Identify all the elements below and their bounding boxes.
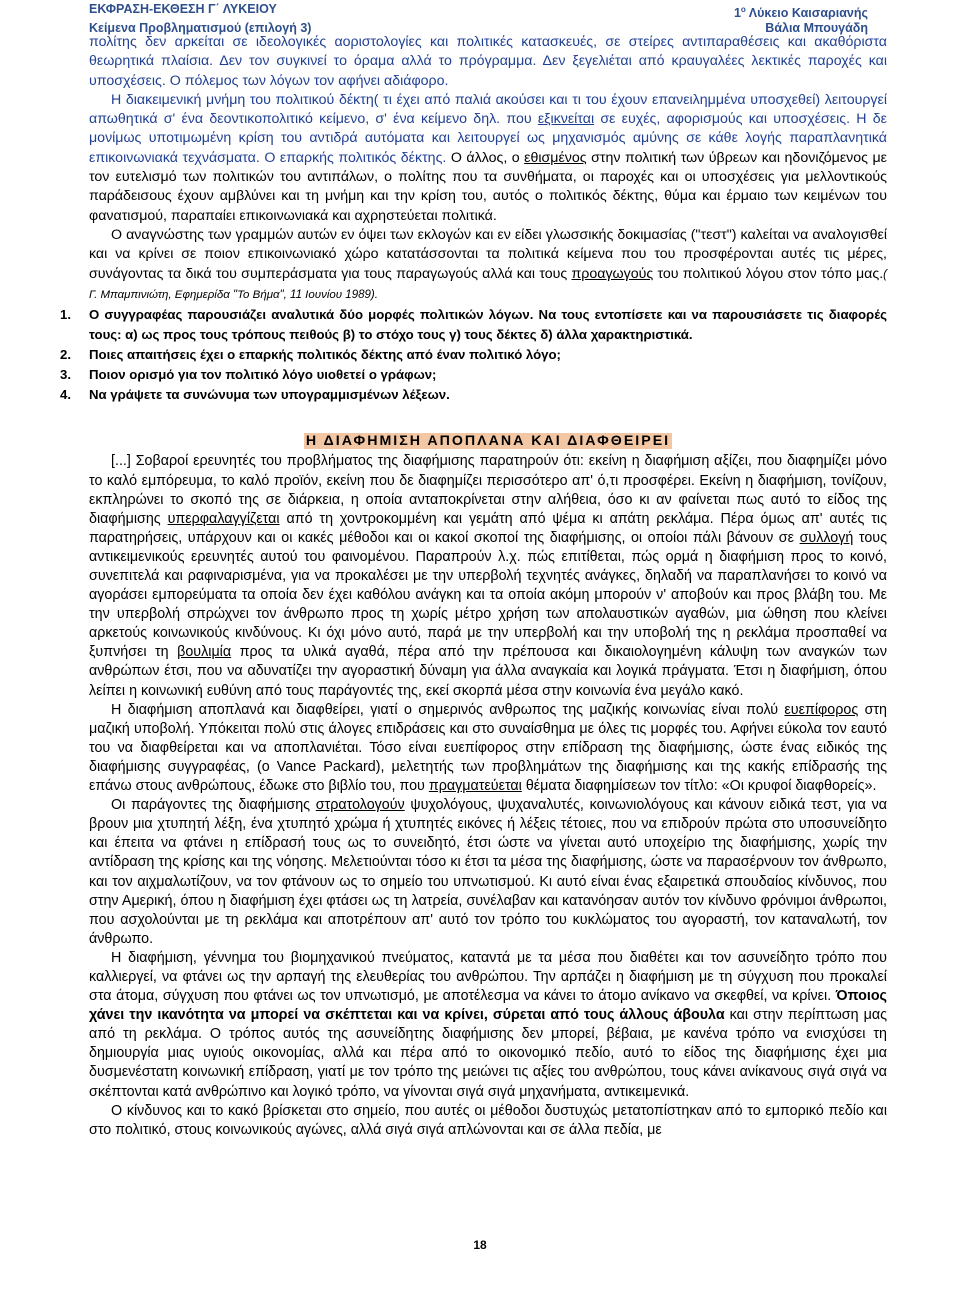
- article1-paragraph-2: Η διακειμενική μνήμη του πολιτικού δέκτη( τι έχει από παλιά ακούσει και τι του έχουν επανειλημμένα υποσχεθεί) λειτουργεί απωθητικά σ' ένα δεοντικοπολιτικό κείμενο, σ' ένα κείμενο δηλ. που εξικνείται σε ευχές, αφορισμούς και υποσχέσεις. Η δε μονίμως υποτιμωμένη κρίση του αντιδρά αυτόματα και λειτουργεί ως μηχανισμός αμύνης σε κάθε λογής παραπλανητικά επικοινωνιακά τεχνάσματα. Ο επαρκής πολιτικός δέκτης. Ο άλλος, ο εθισμένος στην πολιτική των ύβρεων και ηδονιζόμενος με τον ευτελισμό των πολιτικών του αντιπάλων, ο πολίτης που τα συνθήματα, οι παροχές και οι υποσχέσεις για μελλοντικούς παράδεισους έχουν αμβλύνει και τη μνήμη και την κρίση του, αυτός ο πολιτικός δέκτης, θύμα και έρμαιο των κειμένων του φανατισμού, παραπαίει επικοινωνιακά και αχρηστεύεται πολιτικά.: [89, 91, 887, 224]
- underlined-word: ευεπίφορος: [784, 701, 859, 718]
- article1-paragraph-1: πολίτης δεν αρκείται σε ιδεολογικές αοριστολογίες και πολιτικές κατασκευές, σε στείρες αντιπαραθέσεις και ακαθόριστα θεωρητικά πλαίσια. Δεν τον συγκινεί το όραμα αλλά το πρόγραμμα. Δεν ξεγελιέται από κραυγαλέες λεκτικές παροχές και υποσχέσεις. Ο πόλεμος των λόγων τον αφήνει αδιάφορο.: [89, 34, 887, 89]
- underlined-word: στρατολογούν: [315, 797, 405, 814]
- underlined-word: εθισμένος: [524, 149, 587, 166]
- document-body: [60, 33, 888, 1140]
- question-item: 2. Ποιες απαιτήσεις έχει ο επαρκής πολιτικός δέκτης από έναν πολιτικό λόγο;: [60, 347, 561, 363]
- article2-title: Η ΔΙΑΦΗΜΙΣΗ ΑΠΟΠΛΑΝΑ ΚΑΙ ΔΙΑΦΘΕΙΡΕΙ: [305, 433, 671, 450]
- header-author: Βάλια Μπουγάδη: [765, 21, 868, 36]
- header-subtitle: Κείμενα Προβληματισμού (επιλογή 3): [89, 21, 312, 36]
- article2-paragraph-1: [...] Σοβαροί ερευνητές του προβλήματος της διαφήμισης παρατηρούν ότι: εκείνη η διαφήμιση αξίζει, που διαφημίζει μόνο το καλό εμπόρευμα, το καλό προϊόν, εκείνη που δε διαφημίζει περισσότερο απ' ό,τι προσφέρει. Εκείνη η διαφήμιση, τονίζουν, εκπληρώνει το σκοπό της σε διάρκεια, η οποία ανταποκρίνεται στην αλήθεια, όσο κι αν φαίνεται πως αυτό το είδος της διαφήμισης υπερφαλαγγίζεται από τη χοντροκομμένη και γεμάτη από ψέμα κι απάτη ρεκλάμα. Πέρα όμως απ' αυτές τις παρατηρήσεις, υπάρχουν και οι κακές μέθοδοι και οι κακοί σκοποί της διαφήμισης, οι οποίοι πάλι βάνουν σε συλλογή τους αντικειμενικούς ερευνητές αυτού του φαινομένου. Παραπρούν λ.χ. πώς επιτίθεται, πώς ορμά η διαφήμιση προς το κοινό, συνεπιτελά και ραφιναρισμένα, για να προκαλέσει με την υπερβολή τεχνητές ανάγκες, δηλαδή να παραπλανήσει το κοινό να αγοράσει εμπορεύματα τα οποία δεν έχει καθόλου ανάγκη και τα οποία ακόμη μπορούν ν' αποβούν και προς βλάβη του. Με την υπερβολή σπρώχνει τον άνθρωπο προς τη χωρίς μέτρο χρήση των απολαυστικών αγαθών, μια ώθηση που κλείνει αρκετούς κοινωνικούς κινδύνους. Κι όχι μόνο αυτό, παρά με την υπερβολή και την υποβολή της η ρεκλάμα προσπαθεί να ξυπνήσει τη βουλιμία προς τα υλικά αγαθά, πέρα από την πρέπουσα και δικαιολογημένη κάλυψη των αναγκών των ανθρώπων έτσι, που να αδυνατίζει την αγοραστική δύναμη για άλλα αναγκαία και λογικά πράγματα. Έτσι η διαφήμιση, όπου λείπει η κοινωνική ευθύνη από τους παράγοντές της, εκεί σκορπά μέσα στην κοινωνία ένα μεγάλο κακό.: [89, 453, 888, 699]
- questions-list: [60, 305, 887, 405]
- underlined-word: συλλογή: [799, 529, 854, 546]
- page-header: [89, 2, 868, 36]
- underlined-word: πραγματεύεται: [428, 778, 522, 795]
- question-item: 3. Ποιον ορισμό για τον πολιτικό λόγο υιοθετεί ο γράφων;: [60, 367, 437, 383]
- underlined-word: υπερφαλαγγίζεται: [167, 510, 280, 527]
- question-item: 4. Να γράψετε τα συνώνυμα των υπογραμμισμένων λέξεων.: [60, 387, 450, 403]
- page-number: 18: [473, 1238, 487, 1252]
- underlined-word: εξικνείται: [537, 111, 595, 128]
- article2-paragraph-3: Οι παράγοντες της διαφήμισης στρατολογούν ψυχολόγους, ψυχαναλυτές, κοινωνιολόγους και κάνουν ειδικά τεστ, για να βρουν μια χτυπητή λέξη, ένα χτυπητό χρώμα ή χτυπητές εικόνες ή λέξεις τέτοιες, που να επιδρούν πρώτα στο υποσυνείδητο και έπειτα να φτάνει η επίδρασή τους ως το συνειδητό, έτσι ώστε να γίνεται αυτό υποχείριο της διαφήμισης, χωρίς την αντίδραση της κρίσης και της νόησης. Μελετιούνται τόσο κι έτσι τα μέσα της διαφήμισης, ώστε να παρασέρνουν τον άνθρωπο, και τον αιχμαλωτίζουν, να τον φτάνουν ως το σημείο του υπνωτισμού. Κι αυτό είναι ένας εξαιρετικά σπουδαίος κίνδυνος, που στην Αμερική, όπου η διαφήμιση έχει φτάσει ως τη λατρεία, συνέλαβαν και κατανόησαν αυτόν τον κίνδυνο φρόνιμοι άνθρωποι, που ασχολούνται με τη ρεκλάμα και αποτρέπουν απ' αυτό τον τρόπο του κυκλώματος του αγοραστή, τον καταναλωτή, τον άνθρωπο.: [89, 797, 887, 947]
- article1-paragraph-3: Ο αναγνώστης των γραμμών αυτών εν όψει των εκλογών και εν είδει γλωσσικής δοκιμασίας ("τεστ") καλείται να αναλογισθεί και να κρίνει σε ποιον επικοινωνιακό χώρο κατατάσσονται τα πολιτικά κείμενα που του προσφέρονται αυτές τις μέρες, συνάγοντας τα δικά του συμπεράσματα για τους παραγωγούς αλλά και τους προαγωγούς του πολιτικού λόγου στον τόπο μας.( Γ. Μπαμπινιώτη, Εφημερίδα "Το Βήμα", 11 Ιουνίου 1989).: [89, 226, 887, 301]
- article2-paragraph-5: Ο κίνδυνος και το κακό βρίσκεται στο σημείο, που αυτές οι μέθοδοι δυστυχώς μετατοπίστηκαν από το εμπορικό πεδίο και στο πολιτικό, στους κοινωνικούς αγώνες, αλλά σιγά σιγά απλώνονται και σε άλλα πεδία, με: [89, 1102, 887, 1138]
- article1-source: ( Γ. Μπαμπινιώτη, Εφημερίδα "Το Βήμα", 11 Ιουνίου 1989).: [89, 268, 887, 301]
- bold-sentence: Όποιος χάνει την ικανότητα να μπορεί να σκέπτεται και να κρίνει, σύρεται από τους άλλους άβουλα: [89, 988, 887, 1024]
- underlined-word: προαγωγούς: [571, 265, 654, 282]
- article2-paragraph-2: Η διαφήμιση αποπλανά και διαφθείρει, γιατί ο σημερινός ανθρωπος της μαζικής κοινωνίας είναι πολύ ευεπίφορος στη μαζική υποβολή. Υπόκειται πολύ στις άλογες επιδράσεις και στο συναίσθημα με όλες τις μορφές του. Αφήνει εύκολα τον εαυτό του να διαφθείρεται και να αποπλανιέται. Τόσο είναι ευεπίφορος στην επίδραση της διαφήμισης, ώστε ένας ειδικός της διαφήμισης συγγραφέας, (ο Vance Packard), μελετητής των προβλημάτων της διαφήμισης και της κακής επίδρασής της επάνω στους ανθρώπους, έδωκε στο βιβλίο του, που πραγματεύεται θέματα διαφημίσεων τον τίτλο: «Οι κρυφοί διαφθορείς».: [89, 701, 887, 795]
- header-school: $1^o$ Λύκειο Καισαριανής: [733, 5, 868, 21]
- question-item: 1. Ο συγγραφέας παρουσιάζει αναλυτικά δύο μορφές πολιτικών λόγων. Να τους εντοπίσετε και να παρουσιάσετε τις διαφορές τους: α) ως προς τους τρόπους πειθούς β) το στόχο τους γ) τους δέκτες δ) άλλα χαρακτηριστικά.: [60, 307, 887, 343]
- underlined-word: βουλιμία: [177, 644, 232, 661]
- header-course: ΕΚΦΡΑΣΗ-ΕΚΘΕΣΗ Γ΄ ΛΥΚΕΙΟΥ: [89, 2, 277, 16]
- article2-paragraph-4: Η διαφήμιση, γέννημα του βιομηχανικού πνεύματος, καταντά με τα μέσα που διαθέτει και τον ασυνείδητο τρόπο που καλλιεργεί, να φτάνει ως την αρπαγή της ελευθερίας του ανθρώπου. Την αρπάζει η διαφήμιση με τη σύγχυση που προκαλεί στα άτομα, σύγχυση που φτάνει ως τον υπνωτισμό, με αποτέλεσμα να κάνει το άτομο ανίκανο να σκεφθεί, να κρίνει. Όποιος χάνει την ικανότητα να μπορεί να σκέπτεται και να κρίνει, σύρεται από τους άλλους άβουλα και στην περίπτωση μας από τη ρεκλάμα. Ο τρόπος αυτός της ασυνείδητης διαφήμισης δεν μπορεί, βέβαια, με κανένα τρόπο να ενισχύσει τη δημιουργία μιας υγιούς οικονομίας, αλλά και πέρα από το οικονομικό πεδίο, αυτό το είδος της διαφήμισης έχει μια δυσμενέστατη κοινωνική επίδραση, γιατί με τον τρόπο της μειώνει τις αξίες του ανθρώπου, τους κάνει ανίκανους σιγά σιγά να σκέπτονται κατά ανθρώπινο και λογικό τρόπο, να γίνονται σιγά σιγά μηχανήματα, αντικειμενικά.: [89, 949, 888, 1100]
